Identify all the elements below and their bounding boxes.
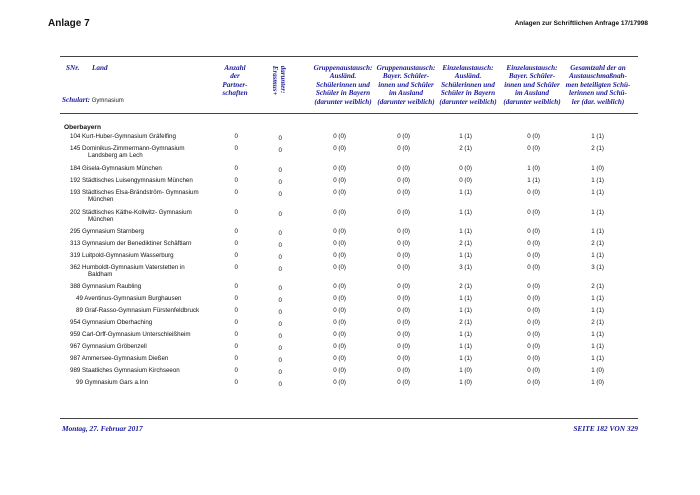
group-exchange-abroad: 0 (0): [397, 379, 410, 386]
partnerships-count: 0: [234, 228, 238, 235]
total-participants: 2 (1): [591, 145, 604, 152]
col-header-line: Bayer. Schüler-: [508, 72, 556, 81]
school-name-line: 959 Carl-Orff-Gymnasium Unterschleißheim: [70, 331, 191, 338]
col-header-line: (darunter weiblich): [314, 97, 372, 106]
schulart-value: Gymnasium: [91, 98, 124, 104]
individual-exchange-in-bavaria: 1 (1): [459, 343, 472, 350]
schulart-label: Schulart:: [62, 96, 90, 104]
school-name-line: 987 Ammersee-Gymnasium Dießen: [70, 355, 169, 362]
school-name: [70, 319, 230, 326]
partnerships-count: 0: [234, 165, 238, 172]
group-exchange-in-bavaria: 0 (0): [333, 264, 346, 271]
school-name-line: München: [88, 216, 114, 224]
col-header-line: Bayer. Schüler-: [382, 72, 430, 81]
col-header-line: (darunter weiblich): [377, 97, 435, 106]
col-header-line: Gruppenaustausch:: [376, 64, 436, 72]
group-exchange-in-bavaria: 0 (0): [333, 355, 346, 362]
partnerships-count: 0: [234, 264, 238, 271]
school-name: [76, 379, 236, 386]
partnerships-count: 0: [234, 367, 238, 374]
col-header-anzahl: [208, 64, 262, 98]
school-name: [70, 343, 230, 350]
school-name-line: 49 Aventinus-Gymnasium Burghausen: [76, 295, 182, 302]
group-exchange-in-bavaria: 0 (0): [333, 145, 346, 152]
group-exchange-abroad: 0 (0): [397, 228, 410, 235]
partnerships-count: 0: [234, 283, 238, 290]
individual-exchange-abroad: 0 (0): [527, 145, 540, 152]
school-name: [70, 355, 230, 362]
erasmus-count: 0: [278, 191, 282, 198]
partnerships-count: 0: [234, 295, 238, 302]
school-name-line: 145 Dominikus-Zimmermann-Gymnasium: [70, 145, 185, 152]
group-exchange-in-bavaria: 0 (0): [333, 367, 346, 374]
school-name-line: 954 Gymnasium Oberhaching: [70, 319, 153, 326]
individual-exchange-in-bavaria: 1 (1): [459, 355, 472, 362]
individual-exchange-in-bavaria: 1 (1): [459, 133, 472, 140]
col-header-line: Schülerinnen und: [316, 80, 370, 89]
individual-exchange-in-bavaria: 1 (0): [459, 379, 472, 386]
individual-exchange-abroad: 0 (0): [527, 355, 540, 362]
individual-exchange-abroad: 0 (0): [527, 252, 540, 259]
group-exchange-abroad: 0 (0): [397, 283, 410, 290]
school-name-line: 104 Kurt-Huber-Gymnasium Gräfelfing: [70, 133, 176, 140]
col-header-line: Ausländ.: [329, 72, 357, 81]
individual-exchange-in-bavaria: 2 (1): [459, 145, 472, 152]
school-name-line: 319 Luitpold-Gymnasium Wasserburg: [70, 252, 174, 259]
school-name: [76, 295, 236, 302]
group-exchange-abroad: 0 (0): [397, 133, 410, 140]
school-name-line: Landsberg am Lech: [88, 152, 143, 160]
col-header-line: Schüler in Bayern: [315, 89, 371, 98]
total-participants: 2 (1): [591, 319, 604, 326]
erasmus-count: 0: [278, 266, 282, 273]
school-name: [70, 133, 230, 140]
erasmus-count: 0: [278, 135, 282, 142]
total-participants: 1 (1): [591, 133, 604, 140]
total-participants: 1 (1): [591, 307, 604, 314]
group-exchange-abroad: 0 (0): [397, 295, 410, 302]
partnerships-count: 0: [234, 145, 238, 152]
individual-exchange-in-bavaria: 1 (1): [459, 189, 472, 196]
school-name: [70, 177, 230, 184]
col-header-line: darunter:: [278, 65, 287, 94]
col-header-schulart: [62, 96, 124, 105]
group-exchange-in-bavaria: 0 (0): [333, 189, 346, 196]
erasmus-count: 0: [278, 179, 282, 186]
group-exchange-in-bavaria: 0 (0): [333, 283, 346, 290]
total-participants: 3 (1): [591, 264, 604, 271]
individual-exchange-abroad: 0 (0): [527, 319, 540, 326]
school-name-line: 388 Gymnasium Raubling: [70, 283, 142, 290]
col-header-line: lerinnen und Schü-: [569, 89, 627, 98]
erasmus-count: 0: [278, 381, 282, 388]
individual-exchange-abroad: 0 (0): [527, 240, 540, 247]
school-name-line: 362 Humboldt-Gymnasium Vaterstetten in: [70, 264, 185, 271]
group-exchange-in-bavaria: 0 (0): [333, 379, 346, 386]
group-exchange-abroad: 0 (0): [397, 252, 410, 259]
col-header-line: Partner-: [222, 80, 248, 89]
total-participants: 1 (1): [591, 209, 604, 216]
individual-exchange-abroad: 0 (0): [527, 189, 540, 196]
individual-exchange-in-bavaria: 1 (1): [459, 307, 472, 314]
col-header-line: Schüler in Bayern: [440, 89, 496, 98]
individual-exchange-abroad: 0 (0): [527, 379, 540, 386]
col-header-line: men beteiligten Schü-: [565, 80, 631, 89]
total-participants: 1 (1): [591, 295, 604, 302]
school-name: [70, 165, 230, 172]
group-exchange-abroad: 0 (0): [397, 343, 410, 350]
school-name: [76, 307, 236, 314]
col-header-line: (darunter weiblich): [439, 97, 497, 106]
school-name-line: 192 Städtisches Luisengymnasium München: [70, 177, 193, 184]
document-subtitle: Anlagen zur Schriftlichen Anfrage 17/17998: [514, 20, 648, 27]
col-header-line: der: [230, 72, 240, 81]
erasmus-count: 0: [278, 333, 282, 340]
total-participants: 1 (1): [591, 343, 604, 350]
school-name-line: 989 Staatliches Gymnasium Kirchseeon: [70, 367, 180, 374]
col-header-einzel-in-bayern: [432, 64, 504, 106]
col-header-gruppen-im-ausland: [374, 64, 438, 106]
individual-exchange-in-bavaria: 1 (0): [459, 367, 472, 374]
footer-page-number: SEITE 182 VON 329: [573, 424, 638, 433]
col-header-line: innen und Schüler: [378, 80, 434, 89]
school-name-line: 295 Gymnasium Starnberg: [70, 228, 144, 235]
erasmus-count: 0: [278, 211, 282, 218]
total-participants: 1 (1): [591, 355, 604, 362]
individual-exchange-abroad: 1 (1): [527, 177, 540, 184]
individual-exchange-abroad: 0 (0): [527, 295, 540, 302]
erasmus-count: 0: [278, 242, 282, 249]
school-name: [70, 228, 230, 235]
total-participants: 1 (1): [591, 228, 604, 235]
total-participants: 1 (0): [591, 165, 604, 172]
erasmus-count: 0: [278, 345, 282, 352]
group-exchange-abroad: 0 (0): [397, 355, 410, 362]
total-participants: 1 (1): [591, 177, 604, 184]
col-header-line: im Ausland: [515, 89, 549, 98]
individual-exchange-abroad: 0 (0): [527, 343, 540, 350]
partnerships-count: 0: [234, 379, 238, 386]
individual-exchange-in-bavaria: 2 (1): [459, 240, 472, 247]
total-participants: 1 (0): [591, 379, 604, 386]
erasmus-count: 0: [278, 147, 282, 154]
table-header-rule: [60, 113, 638, 114]
partnerships-count: 0: [234, 209, 238, 216]
individual-exchange-abroad: 0 (0): [527, 209, 540, 216]
col-header-line: Einzelaustausch:: [506, 64, 558, 72]
partnerships-count: 0: [234, 355, 238, 362]
total-participants: 2 (1): [591, 283, 604, 290]
group-exchange-abroad: 0 (0): [397, 367, 410, 374]
individual-exchange-in-bavaria: 1 (1): [459, 295, 472, 302]
erasmus-count: 0: [278, 285, 282, 292]
school-name: [70, 283, 230, 290]
erasmus-count: 0: [278, 357, 282, 364]
group-exchange-abroad: 0 (0): [397, 319, 410, 326]
school-name-line: 89 Graf-Rasso-Gymnasium Fürstenfeldbruck: [76, 307, 200, 314]
erasmus-count: 0: [278, 254, 282, 261]
group-exchange-in-bavaria: 0 (0): [333, 252, 346, 259]
school-name-line: München: [88, 196, 114, 204]
total-participants: 1 (0): [591, 367, 604, 374]
individual-exchange-in-bavaria: 1 (1): [459, 331, 472, 338]
group-exchange-abroad: 0 (0): [397, 165, 410, 172]
group-exchange-abroad: 0 (0): [397, 240, 410, 247]
col-header-line: Schülerinnen und: [441, 80, 495, 89]
region-heading: Oberbayern: [64, 124, 102, 131]
partnerships-count: 0: [234, 331, 238, 338]
col-header-erasmus: [270, 66, 286, 110]
partnerships-count: 0: [234, 343, 238, 350]
school-name: [70, 145, 230, 160]
individual-exchange-abroad: 0 (0): [527, 283, 540, 290]
group-exchange-in-bavaria: 0 (0): [333, 319, 346, 326]
group-exchange-in-bavaria: 0 (0): [333, 343, 346, 350]
total-participants: 1 (1): [591, 189, 604, 196]
school-name-line: 193 Städtisches Elsa-Brändström- Gymnasium: [70, 189, 199, 196]
total-participants: 1 (1): [591, 252, 604, 259]
group-exchange-abroad: 0 (0): [397, 189, 410, 196]
individual-exchange-abroad: 0 (0): [527, 331, 540, 338]
table-bottom-rule: [60, 418, 638, 419]
school-name: [70, 189, 230, 204]
col-header-line: Gesamtzahl der an: [570, 64, 626, 72]
col-header-einzel-im-ausland: [498, 64, 566, 106]
total-participants: 2 (1): [591, 240, 604, 247]
group-exchange-in-bavaria: 0 (0): [333, 331, 346, 338]
school-name-line: 184 Gisela-Gymnasium München: [70, 165, 162, 172]
group-exchange-abroad: 0 (0): [397, 264, 410, 271]
school-name-line: Baldham: [88, 271, 113, 279]
individual-exchange-abroad: 0 (0): [527, 307, 540, 314]
individual-exchange-abroad: 0 (0): [527, 133, 540, 140]
group-exchange-abroad: 0 (0): [397, 145, 410, 152]
partnerships-count: 0: [234, 240, 238, 247]
school-name-line: 202 Städtisches Käthe-Kollwitz- Gymnasium: [70, 209, 192, 216]
erasmus-count: 0: [278, 309, 282, 316]
school-name-line: 967 Gymnasium Gröbenzell: [70, 343, 147, 350]
group-exchange-in-bavaria: 0 (0): [333, 307, 346, 314]
individual-exchange-in-bavaria: 2 (1): [459, 319, 472, 326]
col-header-line: Erasmus+: [271, 65, 279, 96]
erasmus-count: 0: [278, 230, 282, 237]
partnerships-count: 0: [234, 177, 238, 184]
individual-exchange-in-bavaria: 3 (1): [459, 264, 472, 271]
individual-exchange-in-bavaria: 1 (1): [459, 252, 472, 259]
partnerships-count: 0: [234, 307, 238, 314]
school-name: [70, 331, 230, 338]
col-header-gruppen-in-bayern: [306, 64, 380, 106]
group-exchange-abroad: 0 (0): [397, 209, 410, 216]
col-header-line: (darunter weiblich): [503, 97, 561, 106]
school-name: [70, 240, 230, 247]
col-header-line: Anzahl: [224, 64, 246, 72]
col-header-line: Einzelaustausch:: [442, 64, 494, 72]
individual-exchange-in-bavaria: 0 (0): [459, 165, 472, 172]
group-exchange-in-bavaria: 0 (0): [333, 295, 346, 302]
group-exchange-in-bavaria: 0 (0): [333, 133, 346, 140]
group-exchange-abroad: 0 (0): [397, 307, 410, 314]
col-header-line: schaften: [222, 89, 248, 98]
col-header-line: Gruppenaustausch:: [313, 64, 373, 72]
col-header-line: Austauschmaßnah-: [569, 72, 627, 81]
school-name: [70, 367, 230, 374]
group-exchange-in-bavaria: 0 (0): [333, 209, 346, 216]
school-name-line: 313 Gymnasium der Benediktiner Schäftlarn: [70, 240, 192, 247]
individual-exchange-in-bavaria: 0 (0): [459, 177, 472, 184]
group-exchange-in-bavaria: 0 (0): [333, 228, 346, 235]
individual-exchange-in-bavaria: 1 (1): [459, 209, 472, 216]
col-header-line: im Ausland: [389, 89, 423, 98]
footer-date: Montag, 27. Februar 2017: [62, 424, 143, 433]
partnerships-count: 0: [234, 319, 238, 326]
total-participants: 1 (1): [591, 331, 604, 338]
school-name: [70, 252, 230, 259]
group-exchange-in-bavaria: 0 (0): [333, 165, 346, 172]
erasmus-count: 0: [278, 297, 282, 304]
partnerships-count: 0: [234, 189, 238, 196]
partnerships-count: 0: [234, 133, 238, 140]
col-header-snr: SNr.: [66, 64, 80, 72]
individual-exchange-abroad: 0 (0): [527, 264, 540, 271]
individual-exchange-abroad: 0 (0): [527, 367, 540, 374]
col-header-line: ler (dar. weiblich): [571, 97, 625, 106]
school-name: [70, 264, 230, 279]
group-exchange-in-bavaria: 0 (0): [333, 177, 346, 184]
group-exchange-in-bavaria: 0 (0): [333, 240, 346, 247]
school-name: [70, 209, 230, 224]
col-header-gesamtzahl: [562, 64, 634, 106]
erasmus-count: 0: [278, 321, 282, 328]
col-header-line: Ausländ.: [454, 72, 482, 81]
document-title: Anlage 7: [48, 18, 90, 29]
group-exchange-abroad: 0 (0): [397, 331, 410, 338]
group-exchange-abroad: 0 (0): [397, 177, 410, 184]
col-header-land: Land: [92, 64, 108, 72]
erasmus-count: 0: [278, 369, 282, 376]
school-name-line: 99 Gymnasium Gars a.Inn: [76, 379, 149, 386]
col-header-line: innen und Schüler: [504, 80, 560, 89]
erasmus-count: 0: [278, 167, 282, 174]
individual-exchange-abroad: 1 (0): [527, 165, 540, 172]
table-top-rule: [60, 56, 638, 57]
individual-exchange-in-bavaria: 2 (1): [459, 283, 472, 290]
partnerships-count: 0: [234, 252, 238, 259]
individual-exchange-in-bavaria: 1 (1): [459, 228, 472, 235]
individual-exchange-abroad: 0 (0): [527, 228, 540, 235]
